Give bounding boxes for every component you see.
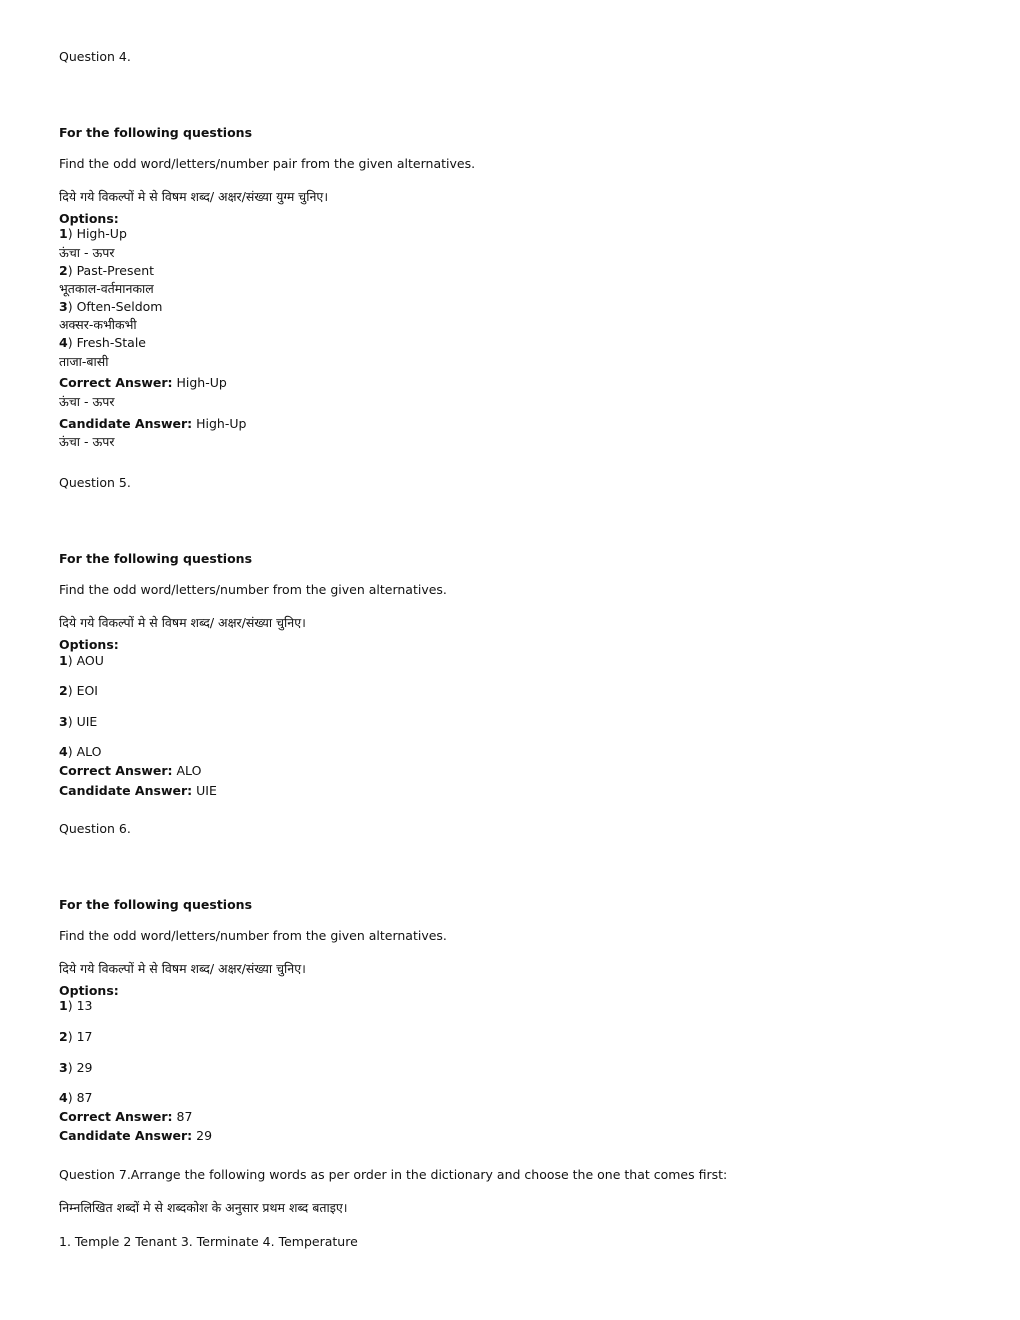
option-4: 4) ALO <box>59 744 102 759</box>
question-prompt-en: Find the odd word/letters/number from the given alternatives. <box>59 582 447 597</box>
question-prompt-hi: निम्नलिखित शब्दों मे से शब्दकोश के अनुसार प्रथम शब्द बताइए। <box>59 1200 348 1215</box>
question-prompt-hi: दिये गये विकल्पों मे से विषम शब्द/ अक्षर/संख्या चुनिए। <box>59 615 306 630</box>
option-1-hi: ऊंचा - ऊपर <box>59 245 115 260</box>
option-3: 3) UIE <box>59 714 98 729</box>
word-list: 1. Temple 2 Tenant 3. Terminate 4. Temperature <box>59 1234 358 1249</box>
option-1: 1) High-Up <box>59 226 127 241</box>
question-prompt-hi: दिये गये विकल्पों मे से विषम शब्द/ अक्षर/संख्या युग्म चुनिए। <box>59 189 329 204</box>
candidate-answer: Candidate Answer: UIE <box>59 783 217 798</box>
option-2: 2) EOI <box>59 683 98 698</box>
correct-answer: Correct Answer: ALO <box>59 763 202 778</box>
section-heading: For the following questions <box>59 551 253 566</box>
options-label: Options: <box>59 211 119 226</box>
candidate-answer: Candidate Answer: High-Up <box>59 416 247 431</box>
question-prompt-en: Find the odd word/letters/number from the given alternatives. <box>59 928 447 943</box>
option-1: 1) AOU <box>59 653 104 668</box>
question-5-heading: Question 5. <box>59 475 131 490</box>
correct-answer-hi: ऊंचा - ऊपर <box>59 394 115 409</box>
correct-answer: Correct Answer: 87 <box>59 1109 193 1124</box>
option-2: 2) Past-Present <box>59 263 155 278</box>
option-4: 4) Fresh-Stale <box>59 335 147 350</box>
correct-answer: Correct Answer: High-Up <box>59 375 227 390</box>
option-4: 4) 87 <box>59 1090 93 1105</box>
question-6-heading: Question 6. <box>59 821 131 836</box>
option-3: 3) Often-Seldom <box>59 299 163 314</box>
option-4-hi: ताजा-बासी <box>59 354 109 369</box>
candidate-answer: Candidate Answer: 29 <box>59 1128 213 1143</box>
question-prompt-hi: दिये गये विकल्पों मे से विषम शब्द/ अक्षर/संख्या चुनिए। <box>59 961 306 976</box>
options-label: Options: <box>59 637 119 652</box>
question-7-heading: Question 7.Arrange the following words as per order in the dictionary and choose the one that comes first: <box>59 1167 728 1182</box>
option-3-hi: अक्सर-कभीकभी <box>59 317 137 332</box>
question-prompt-en: Find the odd word/letters/number pair from the given alternatives. <box>59 156 476 171</box>
options-label: Options: <box>59 983 119 998</box>
option-2: 2) 17 <box>59 1029 93 1044</box>
option-2-hi: भूतकाल-वर्तमानकाल <box>59 281 154 296</box>
option-1: 1) 13 <box>59 998 93 1013</box>
candidate-answer-hi: ऊंचा - ऊपर <box>59 434 115 449</box>
question-4-heading: Question 4. <box>59 49 131 64</box>
option-3: 3) 29 <box>59 1060 93 1075</box>
section-heading: For the following questions <box>59 125 253 140</box>
section-heading: For the following questions <box>59 897 253 912</box>
